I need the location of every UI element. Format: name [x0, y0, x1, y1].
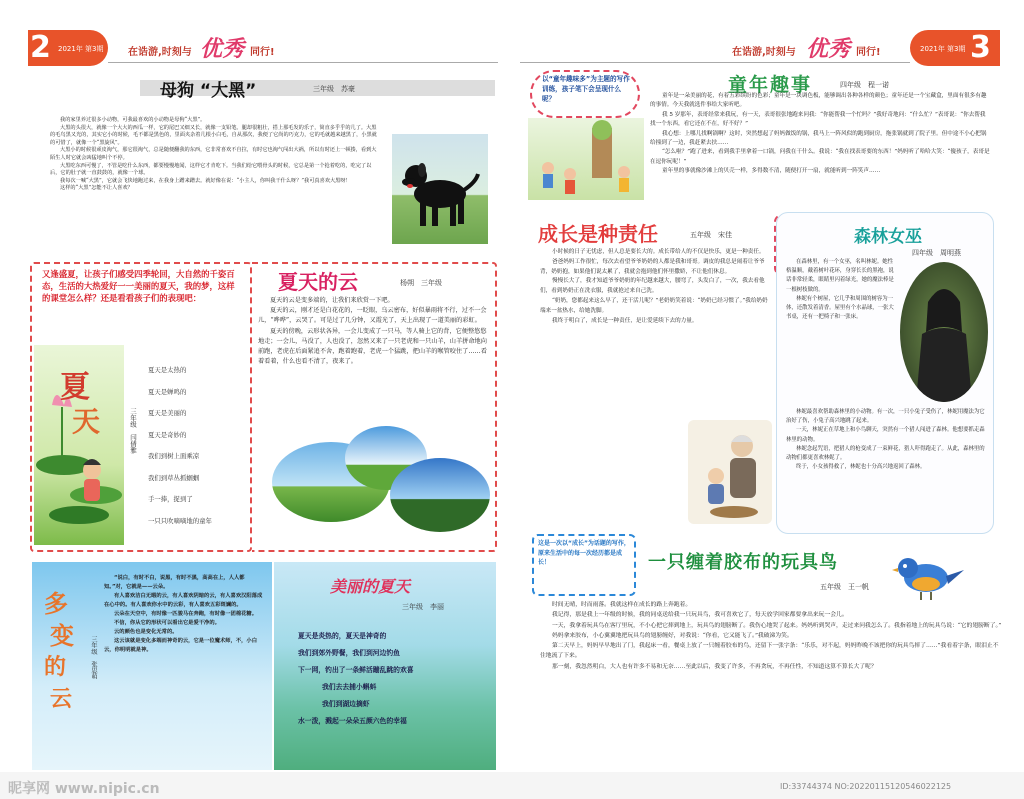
kids-illustration	[528, 118, 644, 200]
beautiful-summer-byline: 三年级 李丽	[402, 603, 444, 611]
paragraph: 那一刻，我忽然明白，大人也有许多不易和无奈……至此以后，我变了许多，不再贪玩，不再任性，不知道这算不算长大了呢？	[552, 663, 877, 670]
poem-line: 夏天是奇妙的	[148, 430, 187, 439]
cloud-text	[258, 296, 490, 367]
paragraph: 终于，小女孩得救了，林妮也十分高兴地返回了森林。	[796, 464, 926, 471]
paragraph: 林妮最喜欢帮助森林里的小动物。有一次，一只小兔子受伤了，林妮用魔法为它治好了伤，小兔子高兴地跳了起来。	[786, 409, 985, 425]
poem-line: 我们到郊外野餐，我们到河边钓鱼	[298, 649, 400, 657]
paragraph: 林妮有个树屋，它几乎和周围的树容为一体，还散发着清香。屋里有个水晶球，一张大书桌，还有一把椅子和一张床。	[786, 295, 894, 321]
slogan-youxiu: 优秀	[806, 37, 851, 62]
changeable-cloud-byline: 三年级 张思萌	[90, 636, 97, 680]
right-header	[512, 28, 1012, 68]
paragraph: 大黑小的时候很顽皮淘气，那它很淘气，总是随便翻我的东西，它非常喜欢不自拉，有时它也淘气闯出大祸，所以有时还上一顿揍，看到大陌生人时它就会凶猛地叫个不停。	[50, 147, 377, 161]
forest-witch-title: 森林女巫	[854, 227, 922, 247]
poem-line: 我们到湖边摘虾	[322, 700, 370, 708]
paragraph: 童年是一朵美丽的花，有着五彩缤纷的色彩；童年是一块调色板，能够调出各种各样的颜色；童年还是一个宝藏盒，里面有很多有趣的事情。今天我就选件事给大家听吧。	[650, 93, 987, 109]
landscape-photo-3	[390, 458, 490, 532]
page-number: 3	[970, 30, 991, 65]
slogan: 在诰游,时刻与	[128, 47, 192, 58]
toy-bird-byline: 五年级 王一帆	[820, 583, 869, 591]
cloud-vertical-title-1: 多	[44, 590, 68, 618]
left-header	[0, 28, 500, 68]
paragraph: 有人喜欢洁白无暇的云，有人喜欢阴暗的云，有人喜欢汉阳落成在心中的。有人喜欢你水中的云彩，有人喜欢五彩斑斓的。	[104, 593, 263, 608]
paragraph: 这云该就是变化多端而神奇的云，它是一位魔术师，不，小白云，你明明就是神。	[104, 638, 258, 653]
growth-title: 成长是种责任	[538, 222, 658, 246]
paragraph: 一天，我拿着玩具鸟在客厅里玩，不小心把它摔到地上，玩具鸟的翅膀断了。我伤心地哭了起来。妈妈听到哭声，走过来问我怎么了。我指着地上的玩具鸟说：“它的翅膀断了。”	[552, 622, 1002, 629]
paragraph: “说白，有时不白，说黑，有时不黑，高高在上，人人都知。”对，它就是——云朵。	[104, 575, 245, 590]
dog-title: 母狗 “大黑”	[160, 81, 257, 101]
beautiful-summer-title: 美丽的夏天	[330, 577, 411, 596]
poem-title-char-2: 天	[72, 405, 101, 438]
paragraph: 我记得，那是我上一年级的时候，我的同桌送给我一只玩具鸟，我可喜欢它了，每天放学回家都要拿出来玩一会儿。	[552, 612, 848, 619]
header-rule	[108, 62, 498, 63]
paragraph: “怎么啦？”跑了进来，看到我手里拿着一口锅，问我在干什么。我说：“我在找表哥要的东西！”妈妈听了哈哈大笑：“傻孩子，表哥是在逗你玩呢！”	[650, 149, 990, 165]
toy-bird-illustration	[890, 546, 966, 606]
dog-article	[30, 72, 500, 260]
issue-label: 2021年 第3期	[920, 45, 966, 53]
paragraph: 不信，你从它的形状可以看出它是爱干净的。	[114, 620, 220, 626]
watermark-left: 昵享网 www.nipic.cn	[8, 781, 160, 797]
paragraph: 一天，林妮正在草地上和小鸟聊天，突然有一个猎人闯进了森林。他想要抓走森林里的动物。	[786, 427, 985, 443]
growth-text	[540, 248, 770, 326]
poem-line: 我们去去捕小蝌蚪	[322, 683, 377, 691]
paragraph: 我 5 岁那年，表哥经常来我玩，有一天，表哥很张地跑来问我：“你能帮我一个忙吗？”我好奇地问：“什么忙？”表哥说：“你去帮我找一个东西，看它还在不在，好不好？”	[650, 111, 986, 128]
dog-byline: 三年级 苏豪	[313, 85, 355, 93]
poem-line: 我们到树上面乘凉	[148, 452, 200, 460]
poem-title-char-1: 夏	[60, 370, 90, 405]
childhood-byline: 四年级 程一诺	[840, 81, 889, 89]
cloud-vertical-title-3: 的	[44, 655, 67, 680]
poem-line: 我们到草丛抓蝈蝈	[148, 473, 200, 482]
childhood-title: 童年趣事	[728, 74, 813, 96]
cloud-vertical-title-2: 变	[50, 622, 74, 650]
paragraph: 云的颜色也是变化无常的。	[114, 629, 178, 635]
poem-line: 夏天是炎热的，夏天是神奇的	[298, 632, 387, 640]
paragraph: “奶奶，您都起来这么早了，还干活儿呢？”老奶奶笑着说：“奶奶已经习惯了。”我给奶奶端来一盆热水，给她洗脚。	[540, 297, 768, 314]
toy-bird-title: 一只缠着胶布的玩具鸟	[648, 552, 838, 573]
paragraph: 这样的“大黑”怎能不让人喜欢？	[60, 185, 133, 192]
forest-witch-text	[786, 258, 898, 322]
beautiful-summer-lines	[298, 628, 492, 730]
grandma-illustration	[688, 420, 772, 524]
witch-photo	[900, 262, 988, 402]
poem-line: 夏天是蝉鸣的	[148, 387, 187, 396]
paragraph: 我心想：上哪儿找啊锅啊？这时，突然想起了妈妈做饭的锅，我马上一阵风似的跑到厨房，拖张锅就到了院子里。但中途不小心把锅给撞到了一边，我赶紧去扶……	[650, 130, 987, 147]
toy-bird-text	[540, 600, 1002, 672]
forest-witch-text-lower	[786, 408, 986, 472]
toy-bird-prompt: 这是一次以“成长”为话题的写作，原来生活中的每一次经历都是成长！	[538, 540, 630, 567]
paragraph: 爸爸妈妈工作很忙，每次去看望爷爷奶奶的人都是我和哥哥。调皮的我总是闹着让爷爷背，奶奶抱，如果他们说太累了，我就会抱到他们怀里撒娇，不让他们休息。	[540, 258, 765, 275]
watermark-right: ID:33744374 NO:20220115120546022125	[780, 782, 952, 791]
issue-label: 2021年 第3期	[58, 45, 104, 53]
paragraph: 小时候的日子无忧虑，但人总是要长大的。成长带给人的不仅是快乐，更是一种责任。	[552, 249, 765, 255]
cloud-vertical-title-4: 云	[50, 687, 73, 712]
slogan-end: 同行!	[856, 47, 881, 58]
paragraph: 大黑吃东西可慢了，不管是吃什么东西，都要慢慢地闻，这样它才肯吃下。当我们给它喂骨头的时候，它总是第一个抢着吃的，吃完了以后，它的肚子就一直鼓鼓的，就像一个球。	[50, 162, 372, 177]
paragraph: 夏天的云是变多端的，让我们来欣赏一下吧。	[270, 297, 394, 304]
poem-lines	[148, 360, 212, 532]
poem-byline: 三年级 闫倩雅	[129, 408, 137, 454]
paragraph: 第二天早上，妈妈早早地出了门，我起床一看，餐桌上放了一只缠着胶布的鸟，还留下一张字条：“乐乐，对不起，妈妈昨晚不该把你的玩具鸟摔了……”我看着字条，眼泪止不住地流了下来。	[540, 643, 999, 660]
paragraph: 林妮念起咒语，把猎人的枪变成了一束鲜花，猎人吓得跑走了。从此，森林里的动物们都更喜欢林妮了。	[786, 445, 985, 462]
childhood-prompt: 以“童年趣味多”为主题的写作训练，孩子笔下会呈现什么呢？	[542, 75, 630, 103]
summer-slogan: 又逢盛夏，让孩子们感受四季轮回，大自然的千姿百态，生活的大热爱好一一美丽的夏天，我的梦，这样的课堂怎么样？还是看看孩子们的表现吧：	[42, 269, 235, 303]
childhood-text	[650, 92, 990, 177]
slogan-end: 同行!	[250, 47, 275, 58]
cloud-title: 夏天的云	[278, 270, 358, 294]
growth-byline: 五年级 宋佳	[690, 231, 732, 239]
poem-line: 水一泼，溅起一朵朵五颜六色的幸福	[298, 717, 407, 725]
page-number: 2	[30, 30, 51, 65]
forest-witch-byline: 四年级 周明燕	[912, 249, 961, 257]
paragraph: 云朵在天空中，有时像一匹骏马在奔跑，有时像一团棉花糖。	[114, 611, 258, 617]
slogan: 在诰游,时刻与	[732, 47, 796, 58]
poem-line: 手一捧，捉到了	[148, 495, 193, 503]
poem-line: 夏天是美丽的	[148, 409, 187, 417]
black-dog-photo	[392, 134, 488, 244]
poem-line: 夏天是太热的	[148, 366, 187, 374]
header-rule	[520, 62, 910, 63]
paragraph: 妈妈拿来胶布，小心翼翼地把玩具鸟的翅膀缠好，对我说：“你看，它又能飞了。”我破涕为笑。	[552, 632, 793, 639]
slogan-youxiu: 优秀	[200, 37, 245, 62]
paragraph: 慢慢长大了，我才知道爷爷奶奶的年纪越来越大，腰弯了，头发白了，一次，我去看他们，看到奶奶正在洗衣服，我就抢过来自己洗。	[540, 278, 765, 295]
dog-text	[50, 117, 380, 193]
paragraph: 在森林里，有一个女巫，名叫林妮。她性格温顺，戴着树叶花环，身穿长长的黑袍，说话非常轻柔，眼睛里闪着绿光，她的魔法棒是一根树枝做的。	[786, 259, 894, 293]
changeable-cloud-text	[104, 574, 264, 655]
paragraph: 夏天的云，刚才还是白花花的，一眨眼，乌云密布，好似暴雨将不行，过不一会儿，“哗哗”，云哭了。可是过了几分钟，又霞光了，天上出现了一道美丽的彩虹。	[258, 307, 487, 325]
paragraph: 我的家里养过很多小动物，可我最喜欢的小动物是母狗“大黑”。	[60, 117, 206, 123]
cloud-byline: 杨朔 三年级	[400, 279, 442, 287]
poem-line: 下一网，钓出了一条鲜活蹦乱跳的欢喜	[298, 666, 414, 674]
paragraph: 夏天的傍晚，云形状各异，一会儿变成了一只马，等人骑上它的背，它便整悠悠地走；一会儿，马没了，人也没了，忽然又来了一只老虎和一只山羊，山羊拼命地向前跑，老虎在后面紧追不舍，跑着跑着，老虎一个猛跳，把山羊的喉管咬住了……看着看着，什么也看不清了，夜来了。	[258, 327, 487, 366]
paragraph: 童年里的事就像沙滩上的贝壳一样，多得数不清，随便打开一扇，就能听到一阵笑声……	[662, 168, 881, 175]
paragraph: 我终于明白了，成长是一种责任，是让爱延续下去的力量。	[552, 317, 698, 324]
paragraph: 时间无晴，时而雨落。我就这样在成长的路上奔跑着。	[552, 602, 692, 608]
poem-line: 一只只吹嘀嘀地的童年	[148, 516, 212, 525]
paragraph: 大黑的头很大，就像一个大大的西瓜一样，它的尾巴又细又长，就像一支铅笔。腿却很粗壮，搭上那毛发的乐子，简直多乎乎的几了。大黑的毛鸟黑又光的，其实它小的时候，毛不都是黑色的，里面夹杂着几根小白毛，自从那次，我便了它尚的巧克力，它的毛就越来越黑了，小黑就的可惜了，就像一个“黑旋风”。	[50, 124, 377, 146]
paragraph: 我每次一喊“大黑”，它就会飞快地跑过来，在我身上蹭来蹭去。就好像在说：“小主人，你叫我干什么呀？”我可真喜欢大黑呀！	[60, 177, 351, 184]
